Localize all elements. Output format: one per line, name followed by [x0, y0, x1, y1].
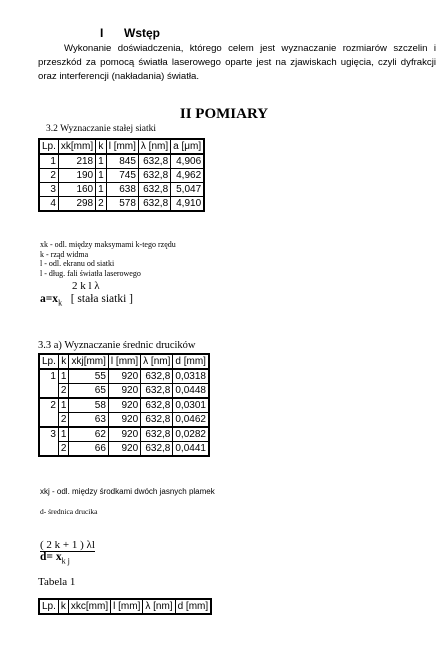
table-header-row	[39, 599, 211, 614]
legend-grating	[40, 240, 176, 278]
cell: 55	[69, 369, 108, 384]
table-row	[39, 413, 209, 428]
col-d: d [mm]	[173, 354, 209, 369]
cell: 2	[96, 197, 107, 212]
formula2-numerator: ( 2 k + 1 ) λl	[40, 539, 95, 551]
cell: 632,8	[141, 427, 173, 442]
cell: 190	[58, 169, 95, 183]
cell: 1	[96, 169, 107, 183]
table-row	[39, 169, 204, 183]
table-row	[39, 369, 209, 384]
col-k: k	[96, 139, 107, 154]
col-xkj: xkj[mm]	[69, 354, 108, 369]
legend-line: l - odl. ekranu od siatki	[40, 259, 115, 268]
grating-constant-table	[38, 138, 205, 212]
cell: 0,0301	[173, 398, 209, 413]
cell: 0,0282	[173, 427, 209, 442]
table-row	[39, 398, 209, 413]
col-lp: Lp.	[39, 139, 58, 154]
formula1	[40, 293, 133, 307]
formula2	[40, 551, 70, 565]
cell: 1	[96, 183, 107, 197]
section-heading	[100, 26, 160, 40]
cell: 0,0448	[173, 384, 209, 399]
cell: 3	[39, 183, 58, 197]
col-a: a [μm]	[171, 139, 205, 154]
col-xk: xk[mm]	[58, 139, 95, 154]
cell: 2	[58, 384, 69, 399]
table-row	[39, 427, 209, 442]
cell: 920	[108, 413, 140, 428]
section-number: I	[100, 26, 104, 40]
cell: 160	[58, 183, 95, 197]
legend-d: d- średnica drucika	[40, 507, 98, 516]
col-lambda: λ [nm]	[143, 599, 175, 614]
col-lp: Lp.	[39, 599, 58, 614]
cell: 632,8	[138, 169, 170, 183]
formula2-lhs: d= x	[40, 551, 62, 563]
table-header-row	[39, 139, 204, 154]
col-l: l [mm]	[108, 354, 140, 369]
table3-caption: Tabela 1	[38, 576, 76, 588]
cell-lp: 3	[39, 427, 58, 442]
cell: 298	[58, 197, 95, 212]
cell: 65	[69, 384, 108, 399]
cell: 63	[69, 413, 108, 428]
col-lambda: λ [nm]	[138, 139, 170, 154]
cell: 920	[108, 427, 140, 442]
cell: 632,8	[141, 369, 173, 384]
cell: 0,0441	[173, 442, 209, 457]
cell: 4	[39, 197, 58, 212]
cell: 4,962	[171, 169, 205, 183]
cell: 2	[58, 413, 69, 428]
cell: 745	[106, 169, 138, 183]
legend-xkj: xkj - odl. między środkami dwóch jasnych plamek	[40, 487, 215, 496]
wire-diameter-table	[38, 353, 210, 457]
cell: 632,8	[141, 413, 173, 428]
cell-lp-empty	[39, 413, 58, 428]
cell: 5,047	[171, 183, 205, 197]
cell: 1	[58, 398, 69, 413]
cell: 632,8	[141, 442, 173, 457]
table1-caption: 3.2 Wyznaczanie stałej siatki	[46, 124, 157, 134]
cell: 632,8	[141, 384, 173, 399]
cell: 0,0318	[173, 369, 209, 384]
cell: 920	[108, 398, 140, 413]
cell: 4,910	[171, 197, 205, 212]
table-header-row	[39, 354, 209, 369]
cell-lp-empty	[39, 442, 58, 457]
table1-empty	[38, 598, 212, 615]
cell-lp-empty	[39, 384, 58, 399]
table-row	[39, 197, 204, 212]
section-title: Wstęp	[124, 26, 160, 40]
legend-line: xk - odl. między maksymami k-tego rzędu	[40, 240, 176, 249]
cell: 2	[39, 169, 58, 183]
formula1-note: [ stała siatki ]	[70, 293, 133, 305]
intro-paragraph: Wykonanie doświadczenia, którego celem jest wyznaczanie rozmiarów szczelin i przeszkód za pomocą światła laserowego oparte jest na zjawiskach ugięcia, czyli dyfrakcji oraz interferencji (nakładania) światła.	[38, 43, 436, 82]
cell: 632,8	[138, 183, 170, 197]
cell: 66	[69, 442, 108, 457]
cell: 845	[106, 154, 138, 169]
col-k: k	[58, 599, 68, 614]
cell: 1	[58, 369, 69, 384]
table-row	[39, 154, 204, 169]
cell: 1	[39, 154, 58, 169]
cell: 632,8	[138, 154, 170, 169]
cell: 632,8	[141, 398, 173, 413]
legend-line: l - dług. fali światła laserowego	[40, 268, 141, 278]
cell: 62	[69, 427, 108, 442]
formula2-sub: k j	[61, 556, 70, 566]
col-lambda: λ [nm]	[141, 354, 173, 369]
formula1-lhs: a=x	[40, 293, 59, 305]
cell: 638	[106, 183, 138, 197]
cell: 578	[106, 197, 138, 212]
cell: 920	[108, 369, 140, 384]
table2-caption: 3.3 a) Wyznaczanie średnic drucików	[38, 340, 196, 351]
formula1-sub: k	[58, 298, 63, 308]
col-l: l [mm]	[111, 599, 143, 614]
cell: 2	[58, 442, 69, 457]
col-l: l [mm]	[106, 139, 138, 154]
cell: 920	[108, 384, 140, 399]
cell: 218	[58, 154, 95, 169]
col-lp: Lp.	[39, 354, 58, 369]
cell-lp: 1	[39, 369, 58, 384]
formula1-numerator: 2 k l λ	[72, 280, 100, 292]
cell: 0,0462	[173, 413, 209, 428]
cell: 58	[69, 398, 108, 413]
table-row	[39, 183, 204, 197]
cell: 1	[58, 427, 69, 442]
table-row	[39, 384, 209, 399]
cell-lp: 2	[39, 398, 58, 413]
table-row	[39, 442, 209, 457]
cell: 1	[96, 154, 107, 169]
legend-line: k - rząd widma	[40, 249, 89, 259]
measurements-heading: II POMIARY	[179, 106, 269, 122]
cell: 632,8	[138, 197, 170, 212]
col-xkc: xkc[mm]	[68, 599, 110, 614]
cell: 4,906	[171, 154, 205, 169]
col-k: k	[58, 354, 69, 369]
cell: 920	[108, 442, 140, 457]
col-d: d [mm]	[175, 599, 211, 614]
